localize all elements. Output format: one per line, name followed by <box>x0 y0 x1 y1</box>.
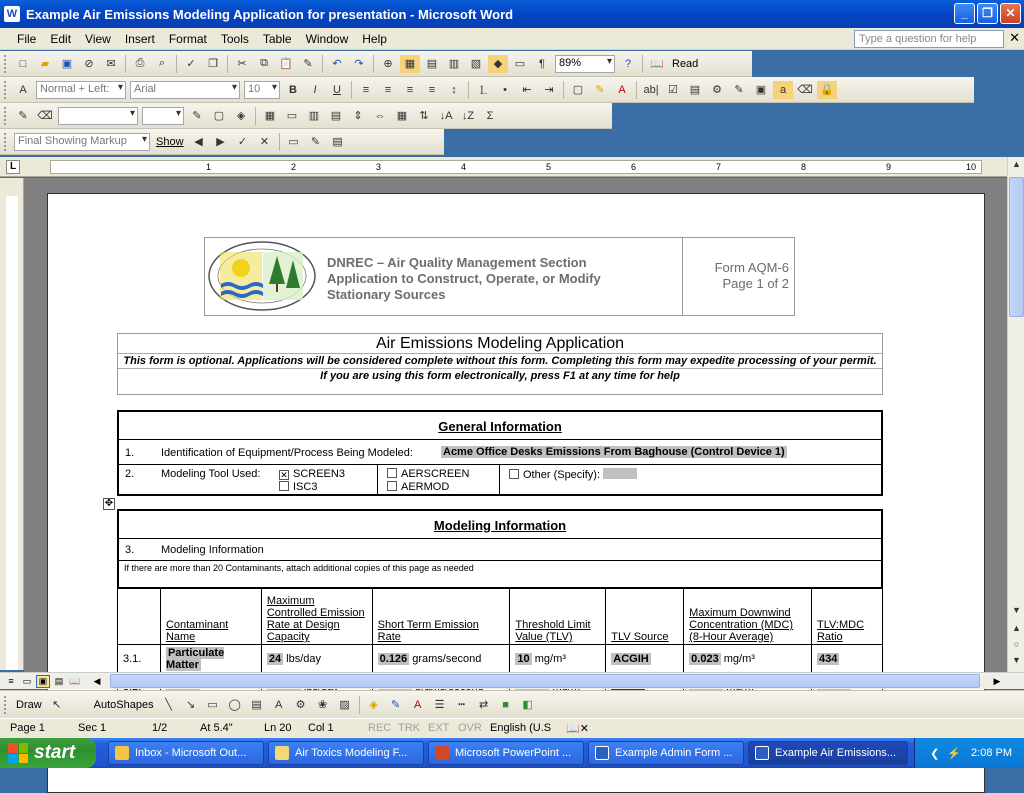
status-rec[interactable]: REC <box>368 722 392 734</box>
sort-descending-icon[interactable]: ↓Z <box>461 109 475 122</box>
zoom-select[interactable]: 89% ▾ <box>555 55 615 73</box>
form-header <box>204 237 795 316</box>
menu-format[interactable]: Format <box>168 31 207 46</box>
document-close-icon[interactable]: ✕ <box>1009 30 1020 45</box>
aermod-option[interactable] <box>387 481 449 493</box>
checkbox-label: AERSCREEN <box>401 468 470 480</box>
table-row <box>118 645 883 673</box>
unit-label: mg/m³ <box>534 652 566 665</box>
title-bar[interactable] <box>0 0 1024 28</box>
drawing-icon[interactable]: ◆ <box>488 55 508 73</box>
menu-table[interactable]: Table <box>262 31 292 46</box>
close-button[interactable]: ✕ <box>1000 3 1021 24</box>
header-title-line: DNREC – Air Quality Management Section <box>327 255 587 270</box>
menu-file[interactable]: File <box>17 31 37 46</box>
insert-table-menu-icon[interactable]: ▦ <box>264 110 276 122</box>
tlv-field[interactable]: 10 <box>517 652 530 665</box>
table-header-cell <box>118 589 161 645</box>
normal-view-icon[interactable]: ≡ <box>8 676 14 686</box>
horizontal-scroll-thumb[interactable] <box>110 674 980 688</box>
word-app-icon[interactable]: W <box>4 6 20 22</box>
windows-taskbar <box>0 738 1024 768</box>
checkbox-icon[interactable] <box>387 468 397 478</box>
tables-borders-icon[interactable]: ▦ <box>400 55 420 73</box>
optional-note: This form is optional. Applications will be considered complete without this form. Completing this form may expedite processing of your permit. <box>118 354 882 369</box>
checkbox-label: SCREEN3 <box>293 468 345 480</box>
toolbar-separator <box>279 133 280 151</box>
reset-form-icon[interactable]: ⌫ <box>797 84 813 96</box>
ruler-number: 5 <box>546 162 552 172</box>
ruler-number: 7 <box>716 162 722 172</box>
decrease-indent-icon[interactable]: ⇤ <box>522 84 532 96</box>
task-label: Air Toxics Modeling F... <box>295 747 408 759</box>
paste-icon[interactable]: 📋 <box>279 58 293 70</box>
form-field-options-icon[interactable]: ⚙ <box>712 84 722 96</box>
unit-label: grams/second <box>412 652 482 665</box>
cell-divider <box>377 465 378 494</box>
taskbar-item-admin-form[interactable] <box>588 741 744 765</box>
item-2-row <box>119 465 881 494</box>
toolbar-grip[interactable] <box>4 81 8 99</box>
toolbar-separator <box>322 55 323 73</box>
copy-icon[interactable]: ⧉ <box>260 57 268 69</box>
ruler-number: 4 <box>461 162 467 172</box>
ratio-field[interactable]: 434 <box>818 652 838 665</box>
autoshapes-menu-button[interactable]: AutoShapes <box>93 698 154 711</box>
highlight-icon[interactable]: ✎ <box>595 84 605 96</box>
status-column: Col 1 <box>308 722 334 734</box>
start-button[interactable] <box>0 738 96 768</box>
status-section: Sec 1 <box>78 722 107 734</box>
toolbar-separator <box>176 55 177 73</box>
outlook-icon <box>115 746 129 760</box>
print-preview-icon[interactable]: ⌕ <box>158 57 166 69</box>
taskbar-item-outlook[interactable] <box>108 741 264 765</box>
item-label: Modeling Tool Used: <box>161 468 261 480</box>
formatting-toolbar <box>0 77 974 103</box>
select-browse-object-icon[interactable]: ○ <box>1013 639 1020 649</box>
insert-frame-icon[interactable]: ▣ <box>755 84 767 96</box>
task-label: Microsoft PowerPoint ... <box>455 747 572 759</box>
page-count: Page 1 of 2 <box>722 276 789 291</box>
change-text-direction-icon[interactable]: ⇅ <box>419 110 429 122</box>
save-icon[interactable]: ▣ <box>61 58 73 70</box>
outline-view-icon[interactable]: ▤ <box>54 676 64 686</box>
menu-insert[interactable]: Insert <box>124 31 155 46</box>
track-changes-icon[interactable]: ✎ <box>310 136 321 148</box>
modeling-information-section <box>117 509 883 589</box>
item-1-row <box>119 440 881 465</box>
toolbar-grip[interactable] <box>4 107 8 125</box>
cut-icon[interactable]: ✂ <box>237 58 247 70</box>
3d-style-icon[interactable]: ◧ <box>522 699 533 711</box>
dnrec-seal-logo <box>207 240 317 312</box>
insert-comment-icon[interactable]: ▭ <box>288 136 299 148</box>
toolbar-separator <box>359 696 360 714</box>
new-document-icon[interactable]: □ <box>19 57 27 70</box>
checkbox-label: Other (Specify): <box>523 469 601 481</box>
row-number: 3.1. <box>118 645 161 673</box>
insert-excel-icon[interactable]: ▥ <box>448 58 460 70</box>
dash-style-icon[interactable]: ┅ <box>458 699 465 711</box>
help-question-input[interactable]: Type a question for help <box>854 30 1004 48</box>
standard-toolbar <box>0 51 752 77</box>
form-dropdown-icon[interactable]: ▤ <box>689 84 701 96</box>
line-weight-select[interactable] <box>142 107 184 125</box>
taskbar-item-folder[interactable] <box>268 741 424 765</box>
font-color-icon[interactable]: A <box>618 83 626 96</box>
justify-icon[interactable]: ≡ <box>428 83 436 96</box>
tables-toolbar <box>0 103 612 129</box>
toolbar-separator <box>563 81 564 99</box>
form-title: Air Emissions Modeling Application <box>118 334 882 354</box>
horizontal-ruler[interactable] <box>0 157 1024 177</box>
header-title-line: Stationary Sources <box>327 287 446 302</box>
tray-expand-icon[interactable]: ❮ <box>930 747 940 760</box>
vertical-ruler-track[interactable] <box>6 196 18 670</box>
item-3-row <box>119 539 881 561</box>
border-color-icon[interactable]: ✎ <box>192 110 202 122</box>
ruler-number: 10 <box>966 162 977 172</box>
select-objects-icon[interactable]: ↖ <box>52 699 62 711</box>
line-style-icon[interactable]: ☰ <box>434 699 445 711</box>
font-select[interactable]: Arial ▾ <box>130 81 240 99</box>
toolbar-grip[interactable] <box>4 55 8 73</box>
outside-border-icon[interactable]: ▢ <box>213 110 225 122</box>
system-tray <box>914 738 1024 768</box>
read-button[interactable]: Read <box>672 57 699 70</box>
font-color-icon[interactable]: A <box>413 698 422 711</box>
scroll-left-icon[interactable]: ◀ <box>93 676 101 686</box>
draw-menu-button[interactable]: Draw <box>16 698 42 711</box>
taskbar-item-powerpoint[interactable] <box>428 741 584 765</box>
powerpoint-icon <box>435 746 449 760</box>
reading-layout-icon[interactable]: 📖 <box>69 676 81 686</box>
research-icon[interactable]: ❐ <box>208 58 218 70</box>
ruler-number: 1 <box>206 162 212 172</box>
clock[interactable]: 2:08 PM <box>971 747 1012 759</box>
status-at: At 5.4" <box>200 722 233 734</box>
isc3-option[interactable] <box>279 481 317 493</box>
ruler-track[interactable] <box>50 160 982 174</box>
max-rate-field[interactable]: 24 <box>268 652 282 665</box>
menu-view[interactable]: View <box>85 31 111 46</box>
arrow-icon[interactable]: ↘ <box>186 699 196 711</box>
italic-icon[interactable]: I <box>313 83 317 96</box>
split-cells-icon[interactable]: ▥ <box>308 110 320 122</box>
bold-icon[interactable]: B <box>289 83 297 96</box>
header-title-line: Application to Construct, Operate, or Modify <box>327 271 601 286</box>
status-page: Page 1 <box>10 722 45 734</box>
form-field-shading-icon[interactable]: a <box>773 81 793 99</box>
previous-change-icon[interactable]: ◀ <box>194 136 203 148</box>
redo-icon[interactable]: ↷ <box>354 58 364 70</box>
status-bar <box>0 718 1024 738</box>
style-select[interactable]: Normal + Left: ▾ <box>36 81 126 99</box>
insert-table-icon[interactable]: ▤ <box>426 58 438 70</box>
item-number: 3. <box>125 544 135 556</box>
toolbar-grip[interactable] <box>4 696 8 714</box>
open-folder-icon[interactable]: ▰ <box>40 58 50 70</box>
vertical-ruler[interactable] <box>0 178 24 670</box>
aerscreen-option[interactable] <box>387 468 469 480</box>
form-number-box <box>682 238 795 315</box>
ruler-number: 3 <box>376 162 382 172</box>
horizontal-scrollbar[interactable] <box>0 672 1024 689</box>
form-text-field-icon[interactable]: ab| <box>643 83 659 96</box>
print-icon[interactable]: ⎙ <box>135 57 145 69</box>
cell-divider <box>499 465 500 494</box>
status-language: English (U.S <box>490 722 552 734</box>
ruler-number: 9 <box>886 162 892 172</box>
autoshapes-icon[interactable] <box>69 696 89 714</box>
numbering-icon[interactable]: ⒈ <box>477 84 489 97</box>
ruler-number: 8 <box>801 162 807 172</box>
text-box-icon[interactable]: ▤ <box>251 699 262 711</box>
checkbox-label: ISC3 <box>293 481 318 493</box>
status-line: Ln 20 <box>264 722 292 734</box>
mdc-field[interactable]: 0.023 <box>691 652 719 665</box>
help-icon[interactable]: ? <box>624 57 632 70</box>
task-label: Inbox - Microsoft Out... <box>135 747 247 759</box>
item-label: Identification of Equipment/Process Being Modeled: <box>161 447 413 459</box>
start-label: start <box>34 742 76 763</box>
align-center-icon[interactable]: ≡ <box>384 83 392 96</box>
minimize-button[interactable]: _ <box>954 3 975 24</box>
distribute-rows-icon[interactable]: ⇕ <box>353 110 363 122</box>
drawing-toolbar <box>0 690 1024 718</box>
wordart-icon[interactable]: A <box>274 698 283 711</box>
read-icon[interactable]: 📖 <box>650 58 664 70</box>
toolbar-grip[interactable] <box>4 133 8 151</box>
vertical-scroll-thumb[interactable] <box>1009 177 1024 317</box>
checkbox-icon[interactable] <box>387 481 397 491</box>
item-label: Modeling Information <box>161 544 264 556</box>
general-information-section <box>117 410 883 496</box>
oval-icon[interactable]: ◯ <box>228 699 241 711</box>
line-spacing-icon[interactable]: ↕ <box>451 83 457 96</box>
checkbox-checked-icon[interactable]: ✕ <box>280 470 288 480</box>
form-number: Form AQM-6 <box>714 260 789 275</box>
toolbar-separator <box>227 55 228 73</box>
status-ext[interactable]: EXT <box>428 722 450 734</box>
reviewing-toolbar <box>0 129 444 155</box>
toolbar-separator <box>125 55 126 73</box>
windows-flag-icon <box>8 743 28 763</box>
undo-icon[interactable]: ↶ <box>332 58 342 70</box>
format-painter-icon[interactable]: ✎ <box>303 58 313 70</box>
distribute-columns-icon[interactable]: ⇔ <box>374 109 386 122</box>
show-menu-button[interactable]: Show <box>156 135 184 148</box>
window-title: Example Air Emissions Modeling Application for presentation - Microsoft Word <box>26 6 514 22</box>
previous-page-icon[interactable]: ▲ <box>1012 623 1021 633</box>
tab-selector[interactable]: L <box>6 160 20 174</box>
bullets-icon[interactable]: • <box>503 83 507 96</box>
header-title <box>327 255 677 303</box>
toolbar-separator <box>373 55 374 73</box>
other-specify-field[interactable] <box>603 468 637 479</box>
reject-change-icon[interactable]: ✕ <box>259 136 270 148</box>
autosum-icon[interactable]: Σ <box>486 109 494 122</box>
table-header-cell: TLV:MDC Ratio <box>811 589 882 645</box>
toolbar-separator <box>255 107 256 125</box>
vertical-scrollbar[interactable] <box>1007 157 1024 672</box>
tlv-source-field[interactable]: ACGIH <box>613 652 649 665</box>
show-hide-icon[interactable]: ¶ <box>539 57 545 70</box>
folder-icon <box>275 746 289 760</box>
toolbar-separator <box>351 81 352 99</box>
form-title-box <box>117 333 883 395</box>
equipment-id-field[interactable]: Acme Office Desks Emissions From Baghouse (Control Device 1) <box>443 446 785 458</box>
align-right-icon[interactable]: ≡ <box>406 83 414 96</box>
eraser-icon[interactable]: ⌫ <box>37 110 53 122</box>
taskbar-item-air-emissions[interactable] <box>748 741 908 765</box>
increase-indent-icon[interactable]: ⇥ <box>544 84 554 96</box>
section-heading: General Information <box>119 412 881 440</box>
permission-icon[interactable]: ⊘ <box>84 58 94 70</box>
table-header-cell: Maximum Controlled Emission Rate at Design Capacity <box>261 589 372 645</box>
restore-button[interactable]: ❐ <box>977 3 998 24</box>
table-header-cell: Maximum Downwind Concentration (MDC) (8-Hour Average) <box>684 589 812 645</box>
underline-icon[interactable]: U <box>333 83 341 96</box>
table-header-cell: Contaminant Name <box>160 589 261 645</box>
rectangle-icon[interactable]: ▭ <box>207 699 218 711</box>
toolbar-separator <box>636 81 637 99</box>
form-checkbox-icon[interactable]: ☑ <box>668 84 678 96</box>
checkbox-icon[interactable] <box>279 481 289 491</box>
menu-help[interactable]: Help <box>362 31 387 46</box>
shadow-style-icon[interactable]: ■ <box>502 698 509 711</box>
protect-form-icon[interactable]: 🔒 <box>817 81 837 99</box>
item-number: 2. <box>125 468 135 480</box>
section-heading: Modeling Information <box>119 511 881 539</box>
word-icon <box>595 746 609 760</box>
checkbox-label: AERMOD <box>401 481 450 493</box>
table-header-cell: Threshold Limit Value (TLV) <box>510 589 606 645</box>
spelling-status-icon[interactable]: 📖✕ <box>566 723 589 735</box>
markup-display-select[interactable]: Final Showing Markup ▾ <box>14 133 150 151</box>
accept-change-icon[interactable]: ✓ <box>237 136 248 148</box>
styles-icon[interactable]: A <box>19 83 27 96</box>
hyperlink-icon[interactable]: ⊕ <box>383 58 393 70</box>
other-option[interactable] <box>509 468 637 481</box>
menu-window[interactable]: Window <box>305 31 349 46</box>
item-number: 1. <box>125 447 135 459</box>
contaminant-name-field[interactable]: Particulate Matter <box>165 646 225 671</box>
scroll-down-icon[interactable]: ▼ <box>1012 605 1021 615</box>
align-cell-icon[interactable]: ▤ <box>330 110 342 122</box>
window-controls <box>954 3 1021 24</box>
table-header-cell: Short Term Emission Rate <box>372 589 510 645</box>
draw-table-icon[interactable]: ✎ <box>734 84 744 96</box>
shading-color-icon[interactable]: ◈ <box>236 110 246 122</box>
web-layout-icon[interactable]: ▭ <box>22 676 32 686</box>
scroll-right-icon[interactable]: ▶ <box>993 676 1001 686</box>
table-header-row <box>118 589 883 645</box>
network-icon[interactable]: ⚡ <box>947 747 962 760</box>
line-style-select[interactable] <box>58 107 138 125</box>
menu-edit[interactable]: Edit <box>50 31 72 46</box>
insert-picture-icon[interactable]: ▨ <box>339 699 350 711</box>
reviewing-pane-icon[interactable]: ▤ <box>332 136 343 148</box>
spelling-icon[interactable]: ✓ <box>186 58 196 70</box>
scroll-up-icon[interactable]: ▲ <box>1012 159 1021 169</box>
table-header-cell: TLV Source <box>606 589 684 645</box>
next-change-icon[interactable]: ▶ <box>216 136 225 148</box>
arrow-style-icon[interactable]: ⇄ <box>479 699 489 711</box>
toolbar-separator <box>642 55 643 73</box>
menu-tools[interactable]: Tools <box>220 31 249 46</box>
unit-label: lbs/day <box>286 652 321 665</box>
diagram-icon[interactable]: ⚙ <box>295 699 306 711</box>
status-trk[interactable]: TRK <box>398 722 420 734</box>
fill-color-icon[interactable]: ◈ <box>369 699 378 711</box>
align-left-icon[interactable]: ≡ <box>362 83 370 96</box>
checkbox-icon[interactable] <box>509 469 519 479</box>
line-color-icon[interactable]: ✎ <box>391 699 401 711</box>
task-label: Example Admin Form ... <box>615 747 733 759</box>
table-move-handle-icon[interactable]: ✥ <box>104 498 114 509</box>
short-term-rate-field[interactable]: 0.126 <box>379 652 408 665</box>
document-area[interactable] <box>24 178 1008 672</box>
status-ovr[interactable]: OVR <box>458 722 482 734</box>
clip-art-icon[interactable]: ❀ <box>318 699 328 711</box>
table-autoformat-icon[interactable]: ▦ <box>396 110 408 122</box>
sort-ascending-icon[interactable]: ↓A <box>439 109 453 122</box>
draw-table-pencil-icon[interactable]: ✎ <box>18 110 28 122</box>
unit-label: mg/m³ <box>723 652 755 665</box>
document-map-icon[interactable]: ▭ <box>514 58 526 70</box>
word-icon <box>755 746 769 760</box>
ruler-number: 6 <box>631 162 637 172</box>
font-size-select[interactable]: 10 ▾ <box>244 81 280 99</box>
borders-icon[interactable]: ▢ <box>572 84 584 96</box>
screen3-option[interactable] <box>279 468 345 480</box>
merge-cells-icon[interactable]: ▭ <box>286 110 298 122</box>
f1-help-note: If you are using this form electronically, press F1 at any time for help <box>320 370 680 382</box>
ruler-number: 2 <box>291 162 297 172</box>
status-pages: 1/2 <box>152 722 168 734</box>
columns-icon[interactable]: ▧ <box>470 58 482 70</box>
toolbar-separator <box>468 81 469 99</box>
line-icon[interactable]: ╲ <box>165 699 172 711</box>
next-page-icon[interactable]: ▼ <box>1012 655 1021 665</box>
email-icon[interactable]: ✉ <box>106 58 116 70</box>
task-label: Example Air Emissions... <box>775 747 897 759</box>
print-layout-icon[interactable]: ▣ <box>36 675 50 688</box>
contaminant-note: If there are more than 20 Contaminants, attach additional copies of this page as needed <box>124 563 474 573</box>
